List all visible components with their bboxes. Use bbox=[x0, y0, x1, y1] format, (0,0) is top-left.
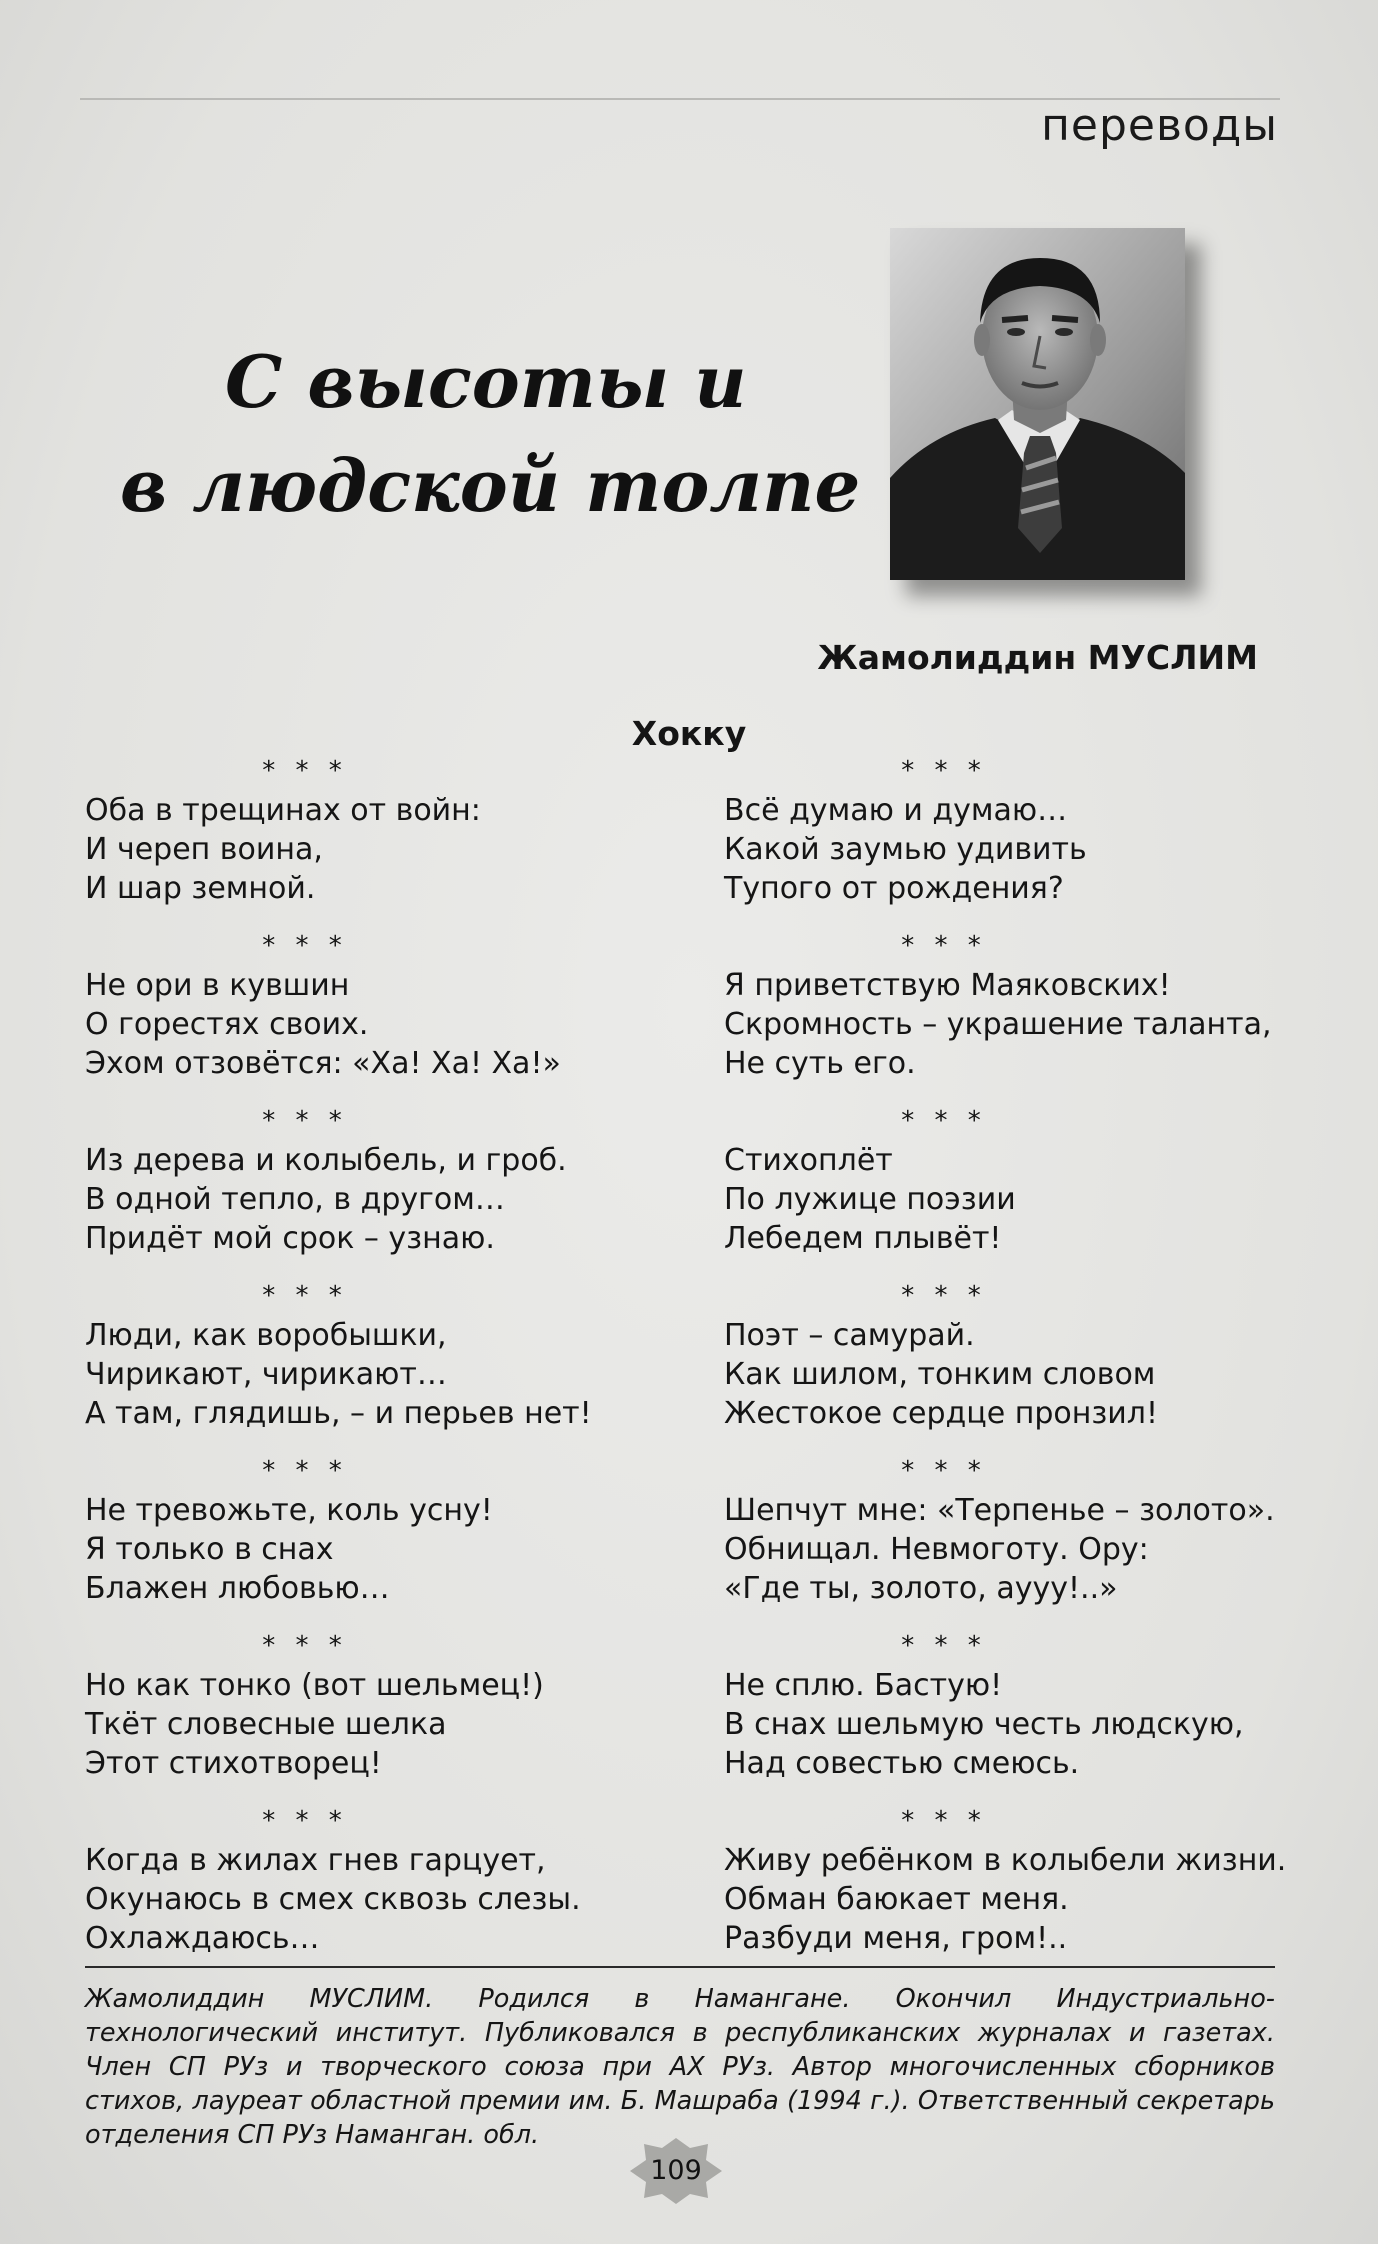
asterism-separator: * * * bbox=[901, 1631, 987, 1661]
poem-line: Но как тонко (вот шельмец!) bbox=[85, 1668, 544, 1703]
asterism-separator: * * * bbox=[901, 1106, 987, 1136]
poem-line: Эхом отзовётся: «Ха! Ха! Ха!» bbox=[85, 1046, 561, 1081]
poem-line: Этот стихотворец! bbox=[85, 1746, 382, 1781]
author-bio: Жамолиддин МУСЛИМ. Родился в Намангане. Окончил Индустриально-технологический институт. Публиковался в республиканских журналах и газетах. Член СП РУз и творческого союза при АХ РУз. Автор многочисленных сборников стихов, лауреат областной премии им. Б. Машраба (1994 г.). Ответственный секретарь отделения СП РУз Наманган. обл. bbox=[85, 1984, 1275, 2150]
poem-line: Какой заумью удивить bbox=[724, 832, 1087, 867]
right-poem bbox=[724, 1452, 1324, 1608]
asterism-separator: * * * bbox=[262, 1281, 348, 1311]
poem-gap bbox=[724, 1258, 1324, 1277]
poem-gap bbox=[85, 1608, 685, 1627]
poem-line: Шепчут мне: «Терпенье – золото». bbox=[724, 1493, 1275, 1528]
asterism-separator: * * * bbox=[901, 756, 987, 786]
poem-gap bbox=[724, 1083, 1324, 1102]
title-line-2: в людской толпе bbox=[120, 443, 861, 528]
right-poem bbox=[724, 1102, 1324, 1258]
poem-line: Окунаюсь в смех сквозь слезы. bbox=[85, 1882, 581, 1917]
poem-line: Люди, как воробышки, bbox=[85, 1318, 447, 1353]
left-poem bbox=[85, 752, 685, 908]
right-poem bbox=[724, 1627, 1324, 1783]
poem-line: Обман баюкает меня. bbox=[724, 1882, 1069, 1917]
genre-heading: Хокку bbox=[631, 714, 747, 753]
left-poem bbox=[85, 1102, 685, 1258]
poem-gap bbox=[724, 1608, 1324, 1627]
poem-line: Ткёт словесные шелка bbox=[85, 1707, 447, 1742]
asterism-separator: * * * bbox=[901, 931, 987, 961]
poem-line: «Где ты, золото, аууу!..» bbox=[724, 1571, 1118, 1606]
asterism-separator: * * * bbox=[262, 931, 348, 961]
poem-line: Поэт – самурай. bbox=[724, 1318, 975, 1353]
left-poem bbox=[85, 1277, 685, 1433]
poem-line: Обнищал. Невмоготу. Ору: bbox=[724, 1532, 1149, 1567]
poem-gap bbox=[85, 1783, 685, 1802]
page-number-badge bbox=[628, 2136, 724, 2206]
poem-line: Охлаждаюсь… bbox=[85, 1921, 320, 1956]
poem-line: Живу ребёнком в колыбели жизни. bbox=[724, 1843, 1287, 1878]
poem-line: Я приветствую Маяковских! bbox=[724, 968, 1171, 1003]
asterism-separator: * * * bbox=[262, 1106, 348, 1136]
asterism-separator: * * * bbox=[262, 1456, 348, 1486]
asterism-separator: * * * bbox=[262, 1806, 348, 1836]
poem-line: Стихоплёт bbox=[724, 1143, 893, 1178]
poem-line: Из дерева и колыбель, и гроб. bbox=[85, 1143, 567, 1178]
poem-line: Лебедем плывёт! bbox=[724, 1221, 1002, 1256]
poem-line: Всё думаю и думаю… bbox=[724, 793, 1068, 828]
page-number: 109 bbox=[650, 2155, 702, 2186]
poem-line: Скромность – украшение таланта, bbox=[724, 1007, 1272, 1042]
right-poem bbox=[724, 1277, 1324, 1433]
poem-line: Чирикают, чирикают… bbox=[85, 1357, 447, 1392]
poem-line: В снах шельмую честь людскую, bbox=[724, 1707, 1244, 1742]
poem-gap bbox=[724, 1783, 1324, 1802]
poem-line: По лужице поэзии bbox=[724, 1182, 1016, 1217]
poem-line: Блажен любовью… bbox=[85, 1571, 390, 1606]
poem-gap bbox=[85, 1083, 685, 1102]
poem-line: Я только в снах bbox=[85, 1532, 334, 1567]
asterism-separator: * * * bbox=[262, 1631, 348, 1661]
poem-line: Разбуди меня, гром!.. bbox=[724, 1921, 1068, 1956]
poem-line: Не суть его. bbox=[724, 1046, 916, 1081]
right-poem bbox=[724, 927, 1324, 1083]
poem-line: Над совестью смеюсь. bbox=[724, 1746, 1080, 1781]
poem-line: Как шилом, тонким словом bbox=[724, 1357, 1156, 1392]
left-poem bbox=[85, 927, 685, 1083]
poem-line: Жестокое сердце пронзил! bbox=[724, 1396, 1158, 1431]
asterism-separator: * * * bbox=[901, 1281, 987, 1311]
poem-gap bbox=[724, 908, 1324, 927]
poem-gap bbox=[724, 1433, 1324, 1452]
poem-line: А там, глядишь, – и перьев нет! bbox=[85, 1396, 592, 1431]
poem-line: Не тревожьте, коль усну! bbox=[85, 1493, 493, 1528]
poem-line: И шар земной. bbox=[85, 871, 316, 906]
asterism-separator: * * * bbox=[901, 1806, 987, 1836]
poem-line: В одной тепло, в другом… bbox=[85, 1182, 505, 1217]
poem-line: Когда в жилах гнев гарцует, bbox=[85, 1843, 546, 1878]
poem-line: И череп воина, bbox=[85, 832, 323, 867]
poem-line: О горестях своих. bbox=[85, 1007, 369, 1042]
poem-gap bbox=[85, 908, 685, 927]
left-poem bbox=[85, 1452, 685, 1608]
left-poem-column bbox=[85, 752, 685, 1958]
left-poem bbox=[85, 1802, 685, 1958]
author-name: Жамолиддин МУСЛИМ bbox=[817, 638, 1258, 677]
asterism-separator: * * * bbox=[262, 756, 348, 786]
poem-line: Не ори в кувшин bbox=[85, 968, 350, 1003]
left-poem bbox=[85, 1627, 685, 1783]
right-poem bbox=[724, 1802, 1324, 1958]
poem-line: Придёт мой срок – узнаю. bbox=[85, 1221, 495, 1256]
right-poem bbox=[724, 752, 1324, 908]
right-poem-column bbox=[724, 752, 1324, 1958]
bio-divider bbox=[85, 1966, 1275, 1968]
poem-line: Тупого от рождения? bbox=[724, 871, 1064, 906]
section-label: переводы bbox=[1041, 100, 1278, 151]
poem-gap bbox=[85, 1433, 685, 1452]
poem-gap bbox=[85, 1258, 685, 1277]
poem-line: Не сплю. Бастую! bbox=[724, 1668, 1003, 1703]
page-title bbox=[120, 330, 860, 538]
title-line-1: С высоты и bbox=[225, 339, 747, 424]
asterism-separator: * * * bbox=[901, 1456, 987, 1486]
author-photo bbox=[890, 228, 1185, 580]
author-portrait-image bbox=[890, 228, 1185, 580]
poem-line: Оба в трещинах от войн: bbox=[85, 793, 481, 828]
